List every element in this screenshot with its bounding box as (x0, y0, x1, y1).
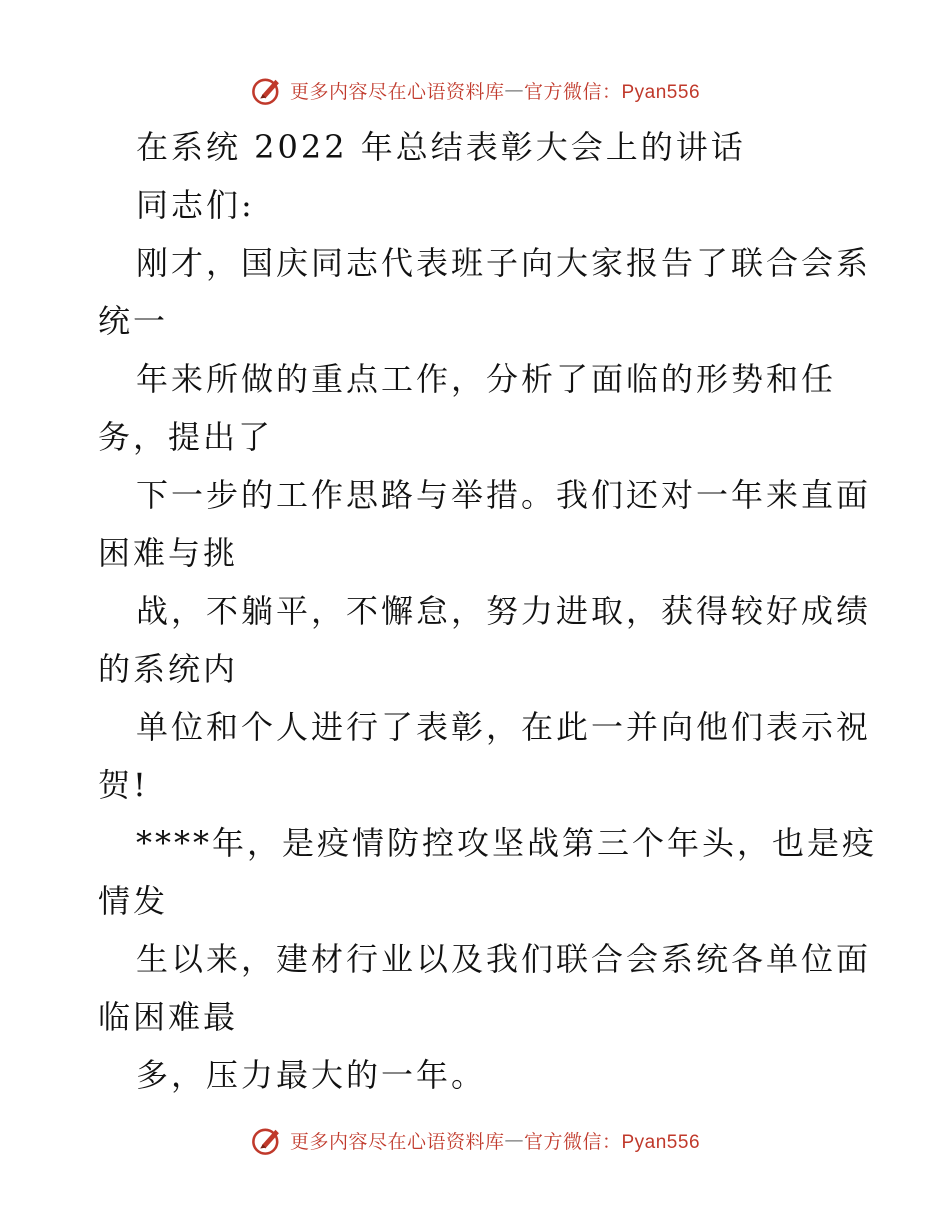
paragraph-line: 战，不躺平，不懈怠，努力进取，获得较好成绩 (136, 592, 872, 630)
document-title: 在系统 2022 年总结表彰大会上的讲话 (136, 128, 746, 166)
paragraph-line: 统一 (98, 302, 169, 340)
paragraph-line: 刚才，国庆同志代表班子向大家报告了联合会系 (136, 244, 872, 282)
paragraph-line: 生以来，建材行业以及我们联合会系统各单位面 (136, 940, 872, 978)
paragraph-line: 的系统内 (98, 650, 239, 688)
paragraph-line: 单位和个人进行了表彰，在此一并向他们表示祝 (136, 708, 872, 746)
pen-nib-logo-icon (250, 1123, 284, 1157)
banner-brand-text: 官方微信：Pyan556 (524, 1131, 701, 1153)
paragraph-line: 情发 (98, 882, 169, 920)
paragraph-line: 下一步的工作思路与举措。我们还对一年来直面 (136, 476, 872, 514)
banner-separator: — (504, 79, 524, 101)
paragraph-line: 困难与挑 (98, 534, 239, 572)
footer-banner-text (290, 1127, 700, 1154)
pen-nib-logo-icon (250, 73, 284, 107)
header-banner-content (250, 73, 700, 107)
header-banner (0, 70, 950, 110)
salutation: 同志们: (136, 186, 255, 224)
paragraph-line: 年来所做的重点工作，分析了面临的形势和任 (136, 360, 837, 398)
banner-separator: — (504, 1129, 524, 1151)
paragraph-line: 临困难最 (98, 998, 239, 1036)
banner-main-text: 更多内容尽在心语资料库 (289, 1130, 505, 1153)
footer-banner-content (250, 1123, 700, 1157)
paragraph-line: 多，压力最大的一年。 (136, 1056, 487, 1094)
paragraph-line: 贺! (98, 766, 149, 804)
paragraph-line: 务，提出了 (98, 418, 274, 456)
footer-banner (0, 1120, 950, 1160)
header-banner-text (290, 77, 700, 104)
banner-brand-text: 官方微信：Pyan556 (524, 81, 701, 103)
banner-main-text: 更多内容尽在心语资料库 (289, 80, 505, 103)
document-body (98, 118, 878, 1104)
paragraph-line: ****年，是疫情防控攻坚战第三个年头，也是疫 (136, 824, 878, 862)
